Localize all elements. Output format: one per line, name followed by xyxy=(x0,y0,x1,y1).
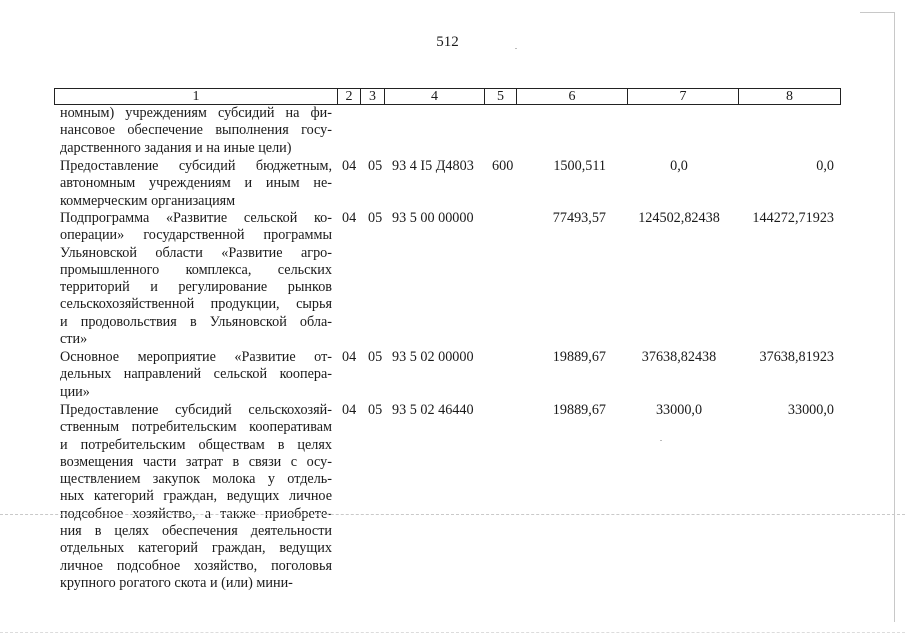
page-number: 512 xyxy=(436,34,459,50)
description-line: ния в целях обеспечения деятельности xyxy=(60,523,332,540)
description-line: сельскохозяйственной продукции, сырья xyxy=(60,296,332,313)
header-col-8: 8 xyxy=(739,89,841,105)
row-description xyxy=(60,210,332,348)
description-line: территорий и регулирование рынков xyxy=(60,279,332,296)
cell-subsection: 05 xyxy=(368,210,383,226)
cell-amount-col6: 77493,57 xyxy=(552,210,606,226)
cell-amount-col8: 33000,0 xyxy=(787,402,834,418)
description-line: номным) учреждениям субсидий на фи- xyxy=(60,105,332,121)
row-description xyxy=(60,349,332,401)
description-line: личное подсобное хозяйство, поголовья xyxy=(60,557,332,574)
description-line: Предоставление субсидий бюджетным, xyxy=(60,158,332,174)
cell-amount-col8: 37638,81923 xyxy=(759,349,834,365)
header-col-3: 3 xyxy=(361,89,385,105)
description-line: возмещения части затрат в связи с осу- xyxy=(60,453,332,470)
cell-amount-col8: 0,0 xyxy=(816,158,834,174)
row-description xyxy=(60,105,332,157)
description-line: ственным потребительским кооперативам xyxy=(60,419,332,436)
header-col-4: 4 xyxy=(385,89,485,105)
description-line: дарственного задания и на иные цели) xyxy=(60,139,292,156)
cell-section: 04 xyxy=(342,210,357,226)
cell-amount-col7: 33000,0 xyxy=(655,402,703,418)
scan-frame-top xyxy=(860,12,895,13)
description-line: Подпрограмма «Развитие сельской ко- xyxy=(60,210,332,226)
header-col-5: 5 xyxy=(485,89,517,105)
cell-subsection: 05 xyxy=(368,158,383,174)
row-description xyxy=(60,158,332,210)
cell-expense-type: 600 xyxy=(492,158,514,174)
description-line: подсобное хозяйство, а также приобрете- xyxy=(60,505,332,522)
description-line: Ульяновской области «Развитие агро- xyxy=(60,244,332,261)
description-line: крупного рогатого скота и (или) мини- xyxy=(60,574,293,591)
description-line: сти» xyxy=(60,331,88,348)
description-line: Основное мероприятие «Развитие от- xyxy=(60,349,332,365)
cell-section: 04 xyxy=(342,158,357,174)
cell-section: 04 xyxy=(342,402,357,418)
scan-artifact-line xyxy=(0,632,905,633)
description-line: Предоставление субсидий сельскохозяй- xyxy=(60,402,332,418)
description-line: коммерческим организациям xyxy=(60,192,236,209)
cell-amount-col7: 124502,82438 xyxy=(638,210,720,226)
description-line: промышленного комплекса, сельских xyxy=(60,261,332,278)
header-col-6: 6 xyxy=(517,89,628,105)
description-line: и продовольствия в Ульяновской обла- xyxy=(60,313,332,330)
cell-subsection: 05 xyxy=(368,402,383,418)
description-line: отдельных категорий граждан, ведущих xyxy=(60,540,332,557)
description-line: и потребительским обществам в целях xyxy=(60,436,332,453)
cell-target-code: 93 5 02 00000 xyxy=(392,349,474,365)
description-line: дельных направлений сельской коопера- xyxy=(60,366,332,383)
header-col-2: 2 xyxy=(338,89,361,105)
row-description xyxy=(60,402,332,592)
cell-section: 04 xyxy=(342,349,357,365)
description-line: нансовое обеспечение выполнения госу- xyxy=(60,122,332,139)
cell-target-code: 93 4 I5 Д4803 xyxy=(392,158,474,174)
scan-speck xyxy=(660,440,662,441)
description-line: операции» государственной программы xyxy=(60,227,332,244)
header-col-7: 7 xyxy=(628,89,739,105)
description-line: ции» xyxy=(60,383,90,400)
cell-amount-col7: 0,0 xyxy=(670,158,688,174)
cell-amount-col6: 1500,511 xyxy=(553,158,606,174)
description-line: ществлением закупок молока у отдель- xyxy=(60,471,332,488)
description-line: автономным учреждениям и иным не- xyxy=(60,175,332,192)
cell-amount-col6: 19889,67 xyxy=(552,402,606,418)
cell-subsection: 05 xyxy=(368,349,383,365)
description-line: ных категорий граждан, ведущих личное xyxy=(60,488,332,505)
cell-amount-col7: 37638,82438 xyxy=(641,349,717,365)
cell-target-code: 93 5 00 00000 xyxy=(392,210,474,226)
table-header-row xyxy=(54,88,841,105)
scan-speck xyxy=(515,48,517,49)
header-col-1: 1 xyxy=(55,89,338,105)
scan-frame-right xyxy=(894,12,895,622)
cell-target-code: 93 5 02 46440 xyxy=(392,402,474,418)
cell-amount-col6: 19889,67 xyxy=(552,349,606,365)
scan-artifact-line xyxy=(0,514,905,515)
cell-amount-col8: 144272,71923 xyxy=(752,210,834,226)
